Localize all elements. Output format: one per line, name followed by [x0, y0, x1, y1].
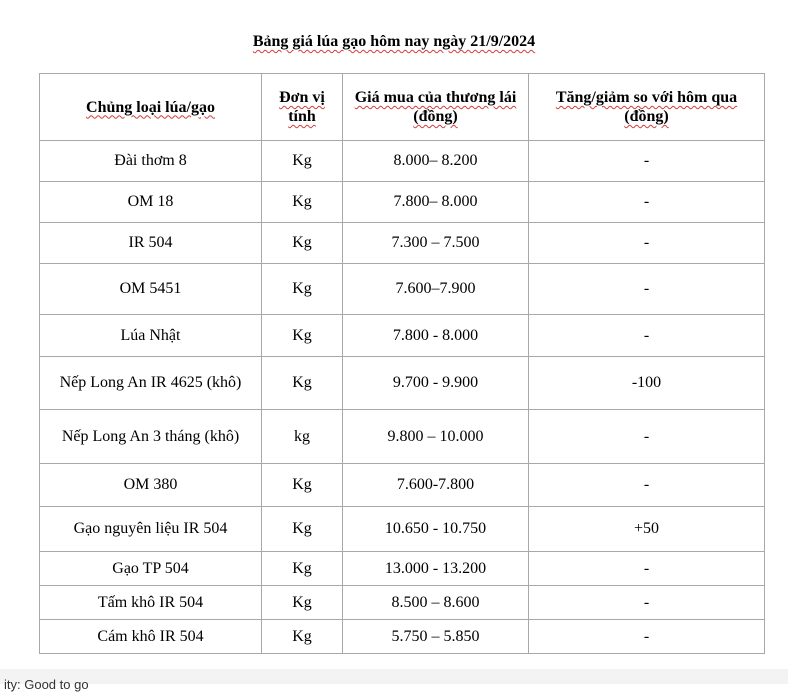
cell-variety: Tấm khô IR 504 [40, 586, 262, 620]
cell-variety: OM 5451 [40, 264, 262, 315]
table-row [40, 410, 765, 464]
cell-price: 8.000– 8.200 [343, 141, 529, 182]
cell-change: -100 [529, 357, 765, 410]
cell-change: - [529, 620, 765, 654]
table-row [40, 264, 765, 315]
status-bar-text: ity: Good to go [4, 677, 89, 692]
cell-unit: Kg [262, 223, 343, 264]
cell-unit: Kg [262, 507, 343, 552]
cell-change: +50 [529, 507, 765, 552]
table-row [40, 464, 765, 507]
table-row [40, 182, 765, 223]
cell-unit: Kg [262, 182, 343, 223]
table-row [40, 586, 765, 620]
cell-variety: OM 18 [40, 182, 262, 223]
cell-variety: Gạo nguyên liệu IR 504 [40, 507, 262, 552]
cell-unit: kg [262, 410, 343, 464]
document-title-text: Bảng giá lúa gạo hôm nay ngày 21/9/2024 [252, 33, 536, 50]
cell-variety: Nếp Long An 3 tháng (khô) [40, 410, 262, 464]
cell-price: 7.300 – 7.500 [343, 223, 529, 264]
table-row [40, 507, 765, 552]
cell-price: 10.650 - 10.750 [343, 507, 529, 552]
table-header-row [40, 74, 765, 141]
cell-variety: Gạo TP 504 [40, 552, 262, 586]
cell-variety: OM 380 [40, 464, 262, 507]
cell-unit: Kg [262, 141, 343, 182]
cell-change: - [529, 410, 765, 464]
table-row [40, 620, 765, 654]
document-title [0, 31, 788, 53]
cell-unit: Kg [262, 357, 343, 410]
header-change: Tăng/giảm so với hôm qua (đồng) [529, 74, 765, 141]
cell-unit: Kg [262, 264, 343, 315]
cell-price: 9.700 - 9.900 [343, 357, 529, 410]
cell-price: 7.800 - 8.000 [343, 315, 529, 357]
cell-unit: Kg [262, 620, 343, 654]
cell-price: 7.600–7.900 [343, 264, 529, 315]
table-row [40, 552, 765, 586]
cell-unit: Kg [262, 464, 343, 507]
cell-change: - [529, 464, 765, 507]
cell-change: - [529, 182, 765, 223]
table-row [40, 223, 765, 264]
cell-unit: Kg [262, 315, 343, 357]
cell-price: 9.800 – 10.000 [343, 410, 529, 464]
cell-change: - [529, 141, 765, 182]
cell-price: 8.500 – 8.600 [343, 586, 529, 620]
cell-variety: Cám khô IR 504 [40, 620, 262, 654]
cell-variety: Lúa Nhật [40, 315, 262, 357]
rice-price-table [39, 73, 765, 654]
cell-change: - [529, 264, 765, 315]
header-price: Giá mua của thương lái (đồng) [343, 74, 529, 141]
cell-change: - [529, 552, 765, 586]
table-row [40, 315, 765, 357]
cell-price: 13.000 - 13.200 [343, 552, 529, 586]
cell-variety: Đài thơm 8 [40, 141, 262, 182]
cell-price: 7.600-7.800 [343, 464, 529, 507]
header-variety: Chủng loại lúa/gạo [40, 74, 262, 141]
cell-unit: Kg [262, 552, 343, 586]
cell-change: - [529, 315, 765, 357]
cell-change: - [529, 586, 765, 620]
table-row [40, 141, 765, 182]
cell-price: 5.750 – 5.850 [343, 620, 529, 654]
table-row [40, 357, 765, 410]
cell-unit: Kg [262, 586, 343, 620]
cell-change: - [529, 223, 765, 264]
cell-variety: Nếp Long An IR 4625 (khô) [40, 357, 262, 410]
cell-variety: IR 504 [40, 223, 262, 264]
status-bar [0, 669, 788, 692]
cell-price: 7.800– 8.000 [343, 182, 529, 223]
header-unit: Đơn vị tính [262, 74, 343, 141]
